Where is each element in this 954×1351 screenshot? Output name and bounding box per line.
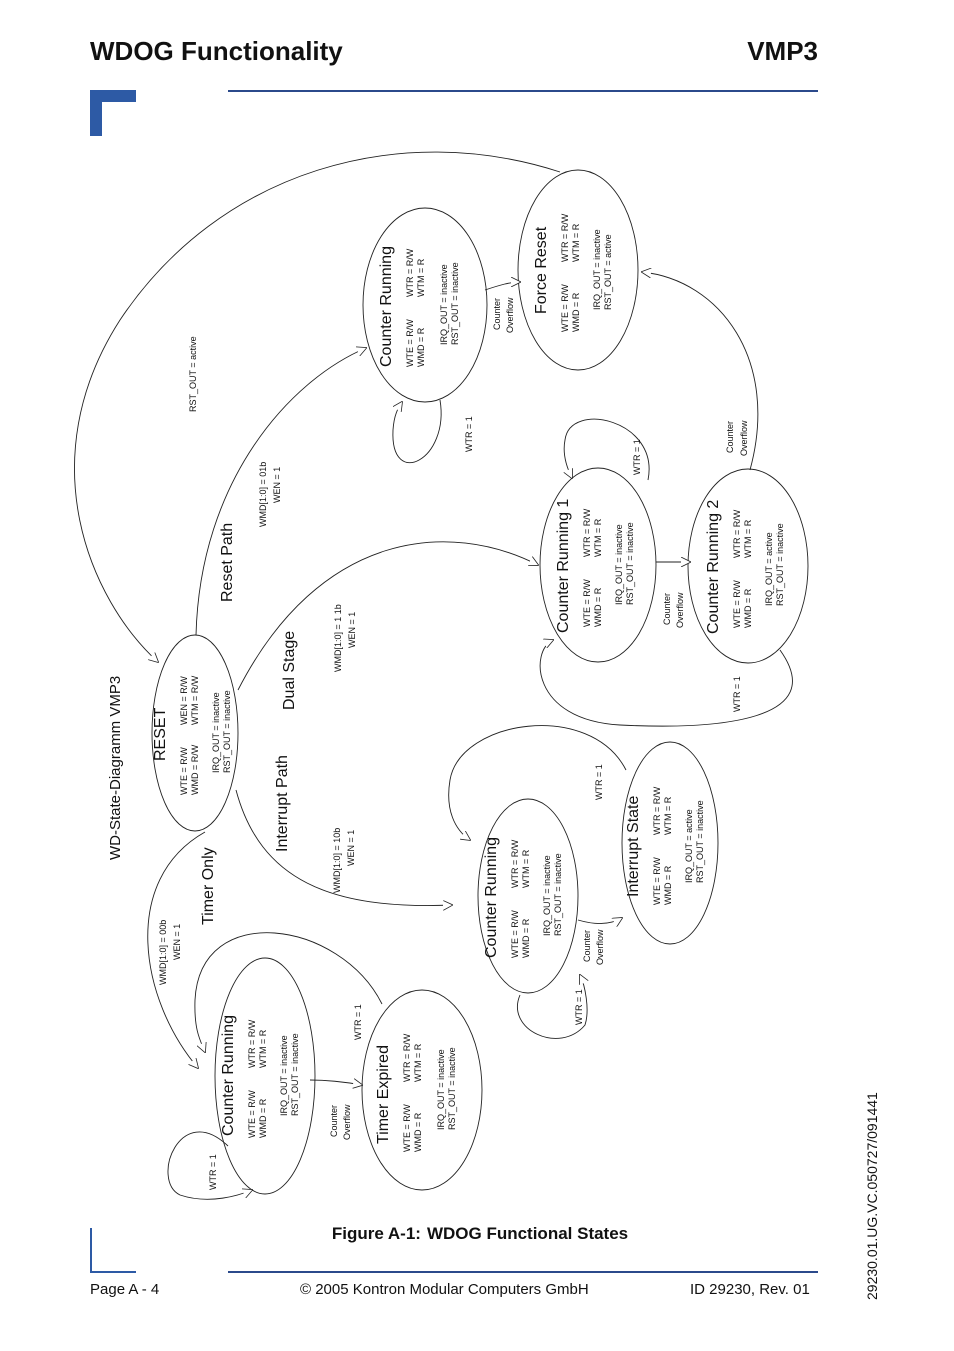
state-label: IRQ_OUT = inactive [211,692,221,773]
cond-wen: WEN = 1 [172,923,182,960]
state-label: WEN = R/W [179,676,189,725]
state-label: RST_OUT = inactive [290,1033,300,1116]
footer-id: ID 29230, Rev. 01 [690,1281,810,1298]
state-label: WMD = R/W [190,744,200,795]
state-label: IRQ_OUT = inactive [439,264,449,345]
state-counter-running-1 [540,468,656,662]
state-reset [152,635,238,831]
cond-overflow: Overflow [595,929,605,965]
path-timer-only: Timer Only [200,847,217,925]
state-label: RST_OUT = inactive [775,523,785,606]
cond-wmd-10b: WMD[1:0] = 10b [332,827,342,893]
path-reset: Reset Path [219,522,236,602]
cond-wmd-11b: WMD[1:0] = 1 1b [333,604,343,672]
transition-force-reset [74,152,560,662]
state-name: Counter Running 1 [555,498,572,633]
state-label: WTR = R/W [732,509,742,558]
state-label: WTR = R/W [405,248,415,297]
state-label: WMD = R [571,292,581,332]
state-name: RESET [152,707,169,761]
diagram-title: WD-State-Diagramm VMP3 [107,675,124,860]
state-label: RST_OUT = active [603,234,613,310]
state-name: Timer Expired [375,1045,392,1144]
cond-wen: WEN = 1 [346,829,356,866]
state-label: WTM = R [593,518,603,557]
state-label: WTM = R [571,223,581,262]
footer-page: Page A - 4 [90,1281,160,1298]
state-label: IRQ_OUT = active [684,809,694,883]
cond-wtr: WTR = 1 [732,676,742,712]
state-counter-running-2 [688,469,808,663]
state-label: WTE = R/W [179,747,189,795]
state-label: WMD = R [416,327,426,367]
state-name: Counter Running [220,1015,237,1136]
transitions [74,152,792,1199]
state-label: WMD = R [521,918,531,958]
transition-interrupt-path [236,790,452,906]
state-label: WTM = R [521,849,531,888]
corner-mark-bottom-h [90,1271,136,1273]
state-label: WTM = R [416,258,426,297]
state-label: WTE = R/W [510,910,520,958]
header-product: VMP3 [747,36,818,66]
cond-counter: Counter [492,297,502,330]
side-document-id: 29230.01.UG.VC.050727/091441 [864,1092,880,1300]
footer-copyright: © 2005 Kontron Modular Computers GmbH [300,1281,589,1298]
cond-wtr: WTR = 1 [574,989,584,1025]
state-label: WTM = R [743,519,753,558]
state-label: IRQ_OUT = active [764,532,774,606]
state-name: Counter Running [378,246,395,367]
transition-timer-overflow [310,1080,362,1085]
state-counter-running-timer [215,958,315,1194]
state-label: IRQ_OUT = inactive [542,855,552,936]
state-label: WTM = R [258,1029,268,1068]
state-name: Interrupt State [625,795,642,897]
state-label: WMD = R [743,588,753,628]
cond-wtr: WTR = 1 [594,764,604,800]
state-label: WTE = R/W [402,1104,412,1152]
state-label: WTR = R/W [247,1019,257,1068]
footer-rule [228,1271,818,1273]
state-label: WTE = R/W [405,319,415,367]
state-label: RST_OUT = inactive [447,1047,457,1130]
state-label: RST_OUT = inactive [450,262,460,345]
state-label: IRQ_OUT = inactive [592,229,602,310]
cond-counter: Counter [662,592,672,625]
cond-wmd-01b: WMD[1:0] = 01b [258,461,268,527]
state-label: RST_OUT = inactive [553,853,563,936]
header-title: WDOG Functionality [90,36,343,66]
path-dual-stage: Dual Stage [281,630,298,710]
transition-interrupt-overflow [578,918,622,924]
state-label: WTR = R/W [582,508,592,557]
state-force-reset [518,170,638,370]
cond-wtr: WTR = 1 [632,439,642,475]
cond-counter: Counter [582,929,592,962]
cond-overflow: Overflow [342,1104,352,1140]
figure-caption [0,1224,954,1244]
state-label: WTM = R [413,1043,423,1082]
cond-overflow: Overflow [739,420,749,456]
state-label: WTE = R/W [582,579,592,627]
state-name: Force Reset [533,226,550,314]
cond-rst-out-active: RST_OUT = active [188,336,198,412]
transition-reset-overflow [485,282,520,290]
cond-wtr: WTR = 1 [353,1004,363,1040]
caption-text: WDOG Functional States [426,1224,629,1243]
cond-wmd-00b: WMD[1:0] = 00b [158,919,168,985]
transition-cr2-wtr [540,640,792,726]
state-label: WTM = R/W [190,675,200,725]
state-counter-running-reset [363,208,487,402]
state-label: WTR = R/W [402,1033,412,1082]
cond-wen: WEN = 1 [347,611,357,648]
state-label: RST_OUT = inactive [695,800,705,883]
state-interrupt-state [622,742,718,944]
cond-counter: Counter [329,1104,339,1137]
state-label: RST_OUT = inactive [625,522,635,605]
state-label: IRQ_OUT = inactive [436,1049,446,1130]
state-label: IRQ_OUT = inactive [279,1035,289,1116]
cond-wen: WEN = 1 [272,466,282,503]
state-timer-expired [362,990,482,1190]
state-label: IRQ_OUT = inactive [614,524,624,605]
state-label: WTE = R/W [560,284,570,332]
state-label: WTR = R/W [560,213,570,262]
corner-mark-bottom [90,1228,92,1273]
state-label: WMD = R [663,865,673,905]
state-name: Counter Running 2 [705,499,722,634]
state-label: WTM = R [663,796,673,835]
path-interrupt: Interrupt Path [274,755,291,852]
state-label: WTE = R/W [732,580,742,628]
transition-reset-self-loop [393,400,441,463]
state-counter-running-interrupt [478,799,578,993]
state-label: WMD = R [413,1112,423,1152]
cond-overflow: Overflow [675,592,685,628]
state-label: WTR = R/W [510,839,520,888]
state-label: WTR = R/W [652,786,662,835]
state-label: WMD = R [593,587,603,627]
state-label: WTE = R/W [652,857,662,905]
cond-counter: Counter [725,420,735,453]
cond-wtr: WTR = 1 [208,1154,218,1190]
caption-label: Figure A-1: [331,1224,421,1243]
state-label: WMD = R [258,1098,268,1138]
cond-wtr: WTR = 1 [464,416,474,452]
state-label: RST_OUT = inactive [222,690,232,773]
state-name: Counter Running [483,837,500,958]
state-label: WTE = R/W [247,1090,257,1138]
cond-overflow: Overflow [505,297,515,333]
